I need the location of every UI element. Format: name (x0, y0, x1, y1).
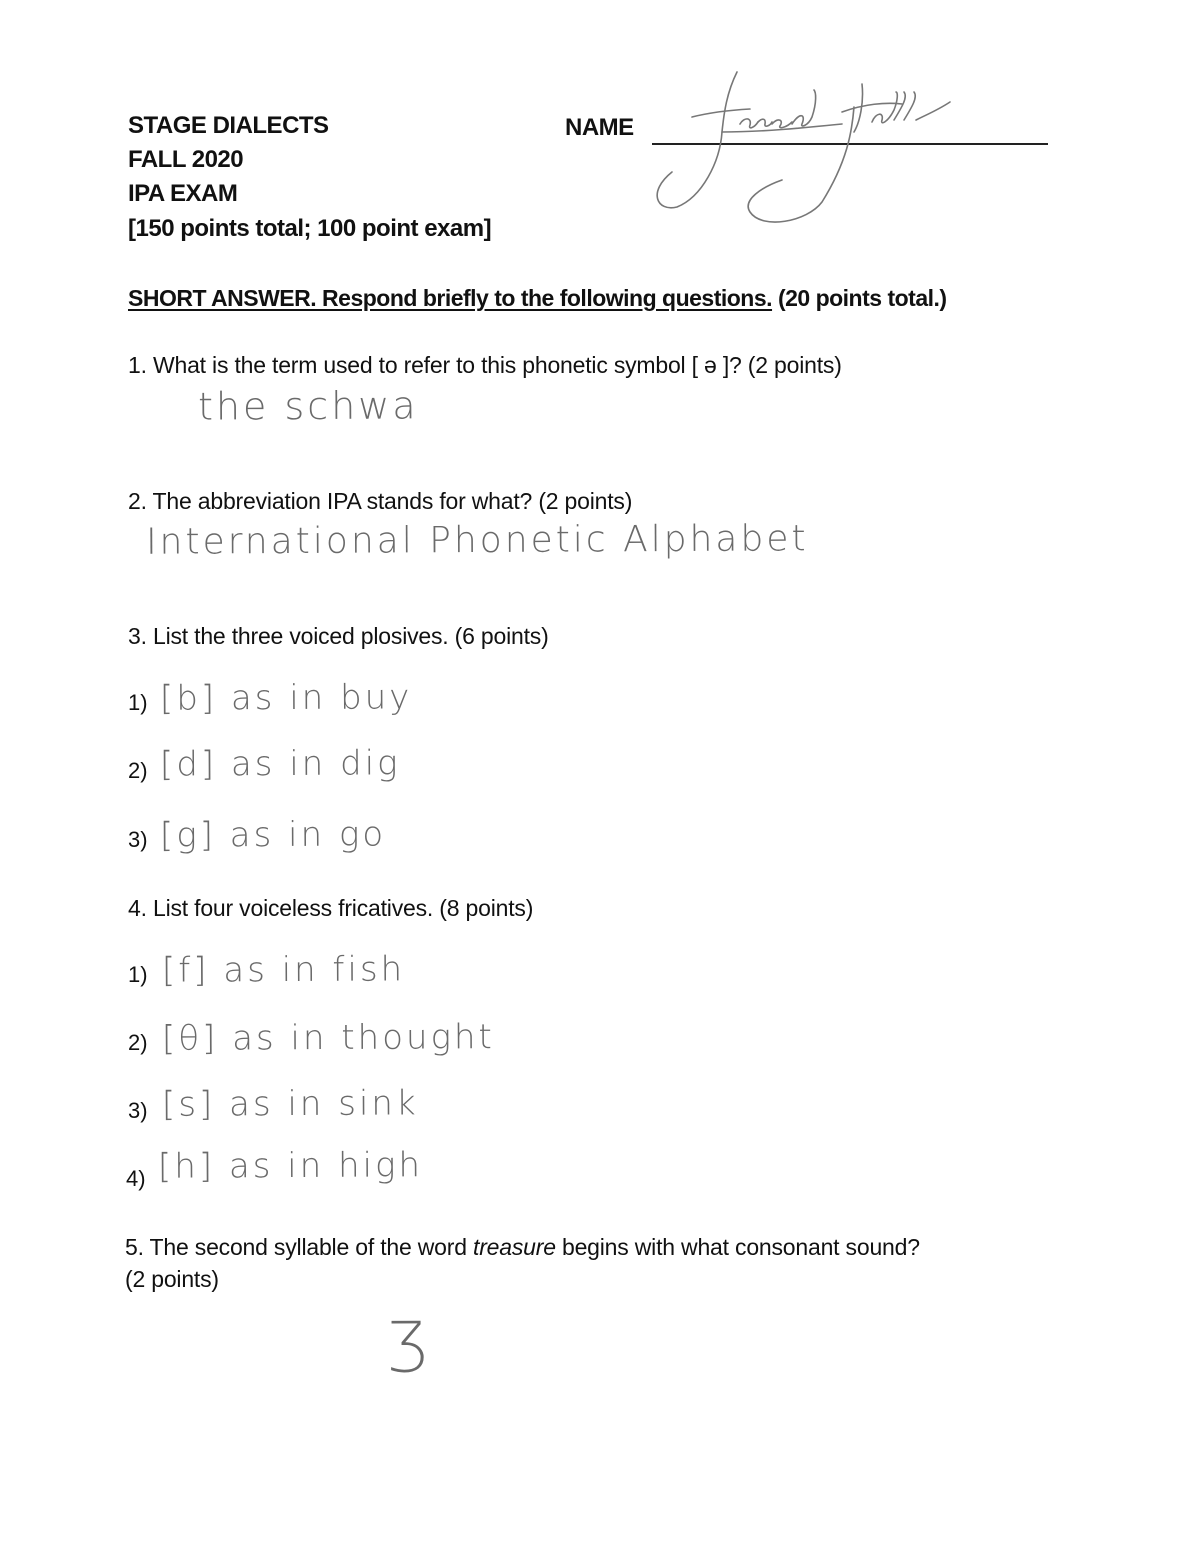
answer-1: the schwa (197, 383, 419, 429)
name-label: NAME (565, 114, 634, 141)
q4-item-1-number: 1) (128, 962, 148, 987)
q4-item-4-answer: [h] as in high (157, 1145, 424, 1187)
question-4: 4. List four voiceless fricatives. (8 points) (128, 895, 534, 921)
q4-item-2-number: 2) (128, 1030, 148, 1055)
answer-2: International Phonetic Alphabet (145, 518, 809, 563)
section-title: SHORT ANSWER. Respond briefly to the following questions. (128, 285, 773, 311)
course-title: STAGE DIALECTS (128, 112, 329, 139)
exam-points: [150 points total; 100 point exam] (128, 215, 492, 242)
question-1: 1. What is the term used to refer to this phonetic symbol [ ə ]? (2 points) (128, 352, 842, 378)
q3-item-2-answer: [d] as in dig (159, 743, 401, 785)
q4-item-3-number: 3) (128, 1098, 148, 1123)
section-heading (128, 285, 947, 312)
question-5-text-before: 5. The second syllable of the word (125, 1234, 474, 1260)
signature (632, 62, 972, 232)
exam-title: IPA EXAM (128, 180, 238, 207)
question-5 (125, 1234, 920, 1261)
q4-item-3-answer: [s] as in sink (161, 1083, 419, 1125)
q3-item-3-answer: [g] as in go (159, 814, 387, 856)
q3-item-3-number: 3) (128, 827, 148, 852)
term: FALL 2020 (128, 146, 244, 173)
q3-item-1-number: 1) (128, 690, 148, 715)
answer-5: ʒ (387, 1295, 428, 1376)
q4-item-4-number: 4) (126, 1166, 146, 1191)
question-5-word: treasure (473, 1234, 556, 1260)
question-5-text-after: begins with what consonant sound? (555, 1234, 920, 1260)
question-3: 3. List the three voiced plosives. (6 points) (128, 623, 549, 649)
q3-item-2-number: 2) (128, 758, 148, 783)
question-5-points: (2 points) (125, 1266, 219, 1292)
section-points: (20 points total.) (777, 285, 947, 311)
q4-item-1-answer: [f] as in fish (161, 949, 406, 991)
q3-item-1-answer: [b] as in buy (159, 677, 413, 719)
q4-item-2-answer: [θ] as in thought (161, 1017, 495, 1059)
question-2: 2. The abbreviation IPA stands for what? (2 points) (128, 488, 633, 514)
